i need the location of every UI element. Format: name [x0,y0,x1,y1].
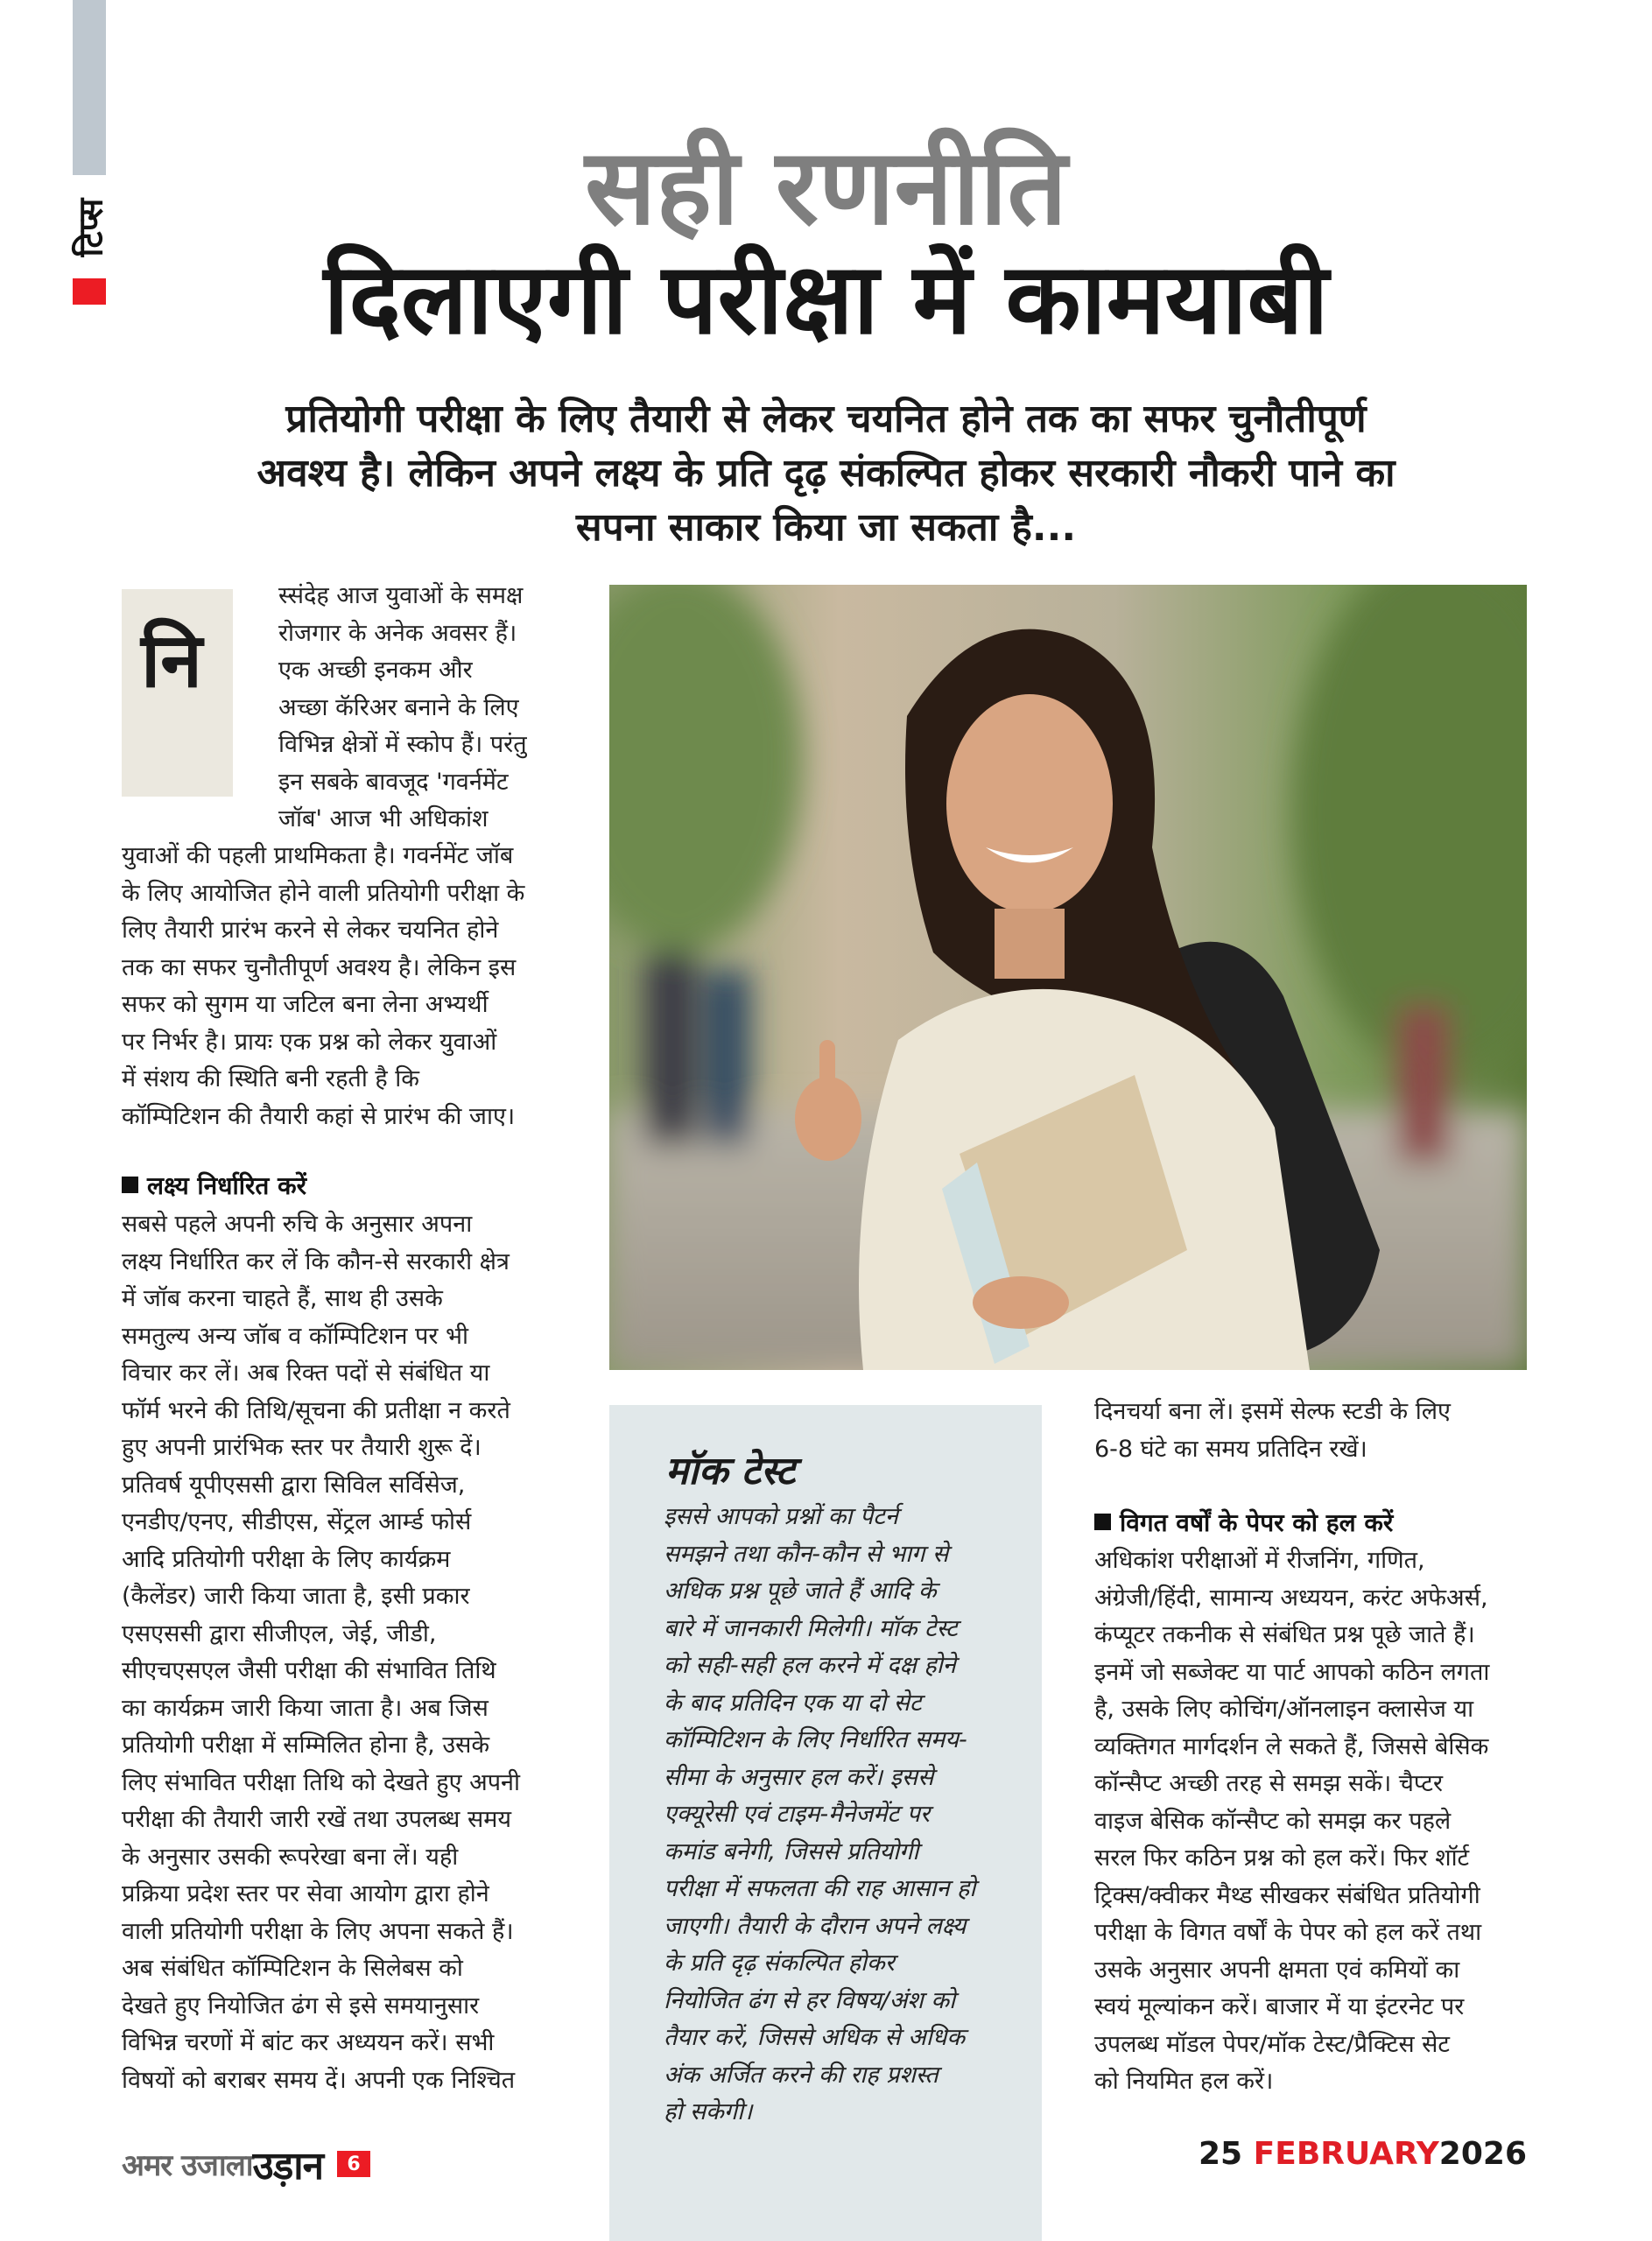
text-line: ट्रिक्स/क्वीकर मैथ्ड सीखकर संबंधित प्रतियोगी [1094,1881,1480,1909]
text-line: इनमें जो सब्जेक्ट या पार्ट आपको कठिन लगता [1094,1658,1490,1686]
text-line: इससे आपको प्रश्नों का पैटर्न [664,1503,898,1530]
text-line: कॉम्पिटिशन के लिए निर्धारित समय- [664,1726,967,1753]
deck-line: सपना साकार किया जा सकता है... [575,505,1077,550]
text-line: विभिन्न चरणों में बांट कर अध्ययन करें। सभी [122,2029,495,2056]
text-line: हो सकेगी। [664,2098,753,2125]
headline-line1: सही रणनीति [585,127,1067,249]
deck-line: प्रतियोगी परीक्षा के लिए तैयारी से लेकर चयनित होने तक का सफर चुनौतीपूर्ण [285,397,1367,441]
issue-date [1199,2136,1527,2172]
text-line: रोजगार के अनेक अवसर हैं। [278,619,517,647]
text-line: देखते हुए नियोजित ढंग से इसे समयानुसार [122,1992,480,2020]
square-bullet-icon [122,1177,138,1193]
deck-line: अवश्य है। लेकिन अपने लक्ष्य के प्रति दृढ़ संकल्पित होकर सरकारी नौकरी पाने का [257,451,1395,495]
publication-logo [122,2138,370,2190]
page-number: 6 [337,2151,370,2177]
text-line: परीक्षा की तैयारी जारी रखें तथा उपलब्ध समय [122,1806,512,1833]
text-line: का कार्यक्रम जारी किया जाता है। अब जिस [122,1694,489,1722]
section-label-text: टिप्स [71,198,109,257]
intro-paragraph [122,838,524,1135]
text-line: विभिन्न क्षेत्रों में स्कोप हैं। परंतु [278,731,527,758]
text-line: प्रक्रिया प्रदेश स्तर पर सेवा आयोग द्वारा होने [122,1880,489,1907]
text-line: एक्यूरेसी एवं टाइम-मैनेजमेंट पर [664,1801,931,1828]
text-line: अधिक प्रश्न पूछे जाते हैं आदि के [664,1577,937,1605]
headline-line2: दिलाएगी परीक्षा में कामयाबी [323,242,1329,356]
text-line: कॉम्पिटिशन की तैयारी कहां से प्रारंभ की जाए। [122,1102,516,1130]
text-line: वाली प्रतियोगी परीक्षा के लिए अपना सकते हैं। [122,1917,514,1945]
logo-udaan: उड़ान [252,2144,324,2188]
text-line: बारे में जानकारी मिलेगी। मॉक टेस्ट [664,1614,958,1642]
text-line: लिए संभावित परीक्षा तिथि को देखते हुए अपनी [122,1768,521,1796]
text-line: के प्रति दृढ़ संकल्पित होकर [664,1949,895,1977]
text-line: लिए तैयारी प्रारंभ करने से लेकर चयनित होने [122,917,499,944]
dropcap: नि [141,616,203,705]
text-line: सीमा के अनुसार हल करें। इससे [664,1763,934,1791]
text-line: को सही-सही हल करने में दक्ष होने [664,1652,956,1679]
text-line: परीक्षा के विगत वर्षों के पेपर को हल करें तथा [1094,1919,1482,1946]
text-line: के बाद प्रतिदिन एक या दो सेट [664,1689,922,1717]
text-line: परीक्षा में सफलता की राह आसान हो [664,1875,976,1902]
heading-text: लक्ष्य निर्धारित करें [147,1171,307,1200]
student-photo-illustration [609,585,1527,1370]
text-line: एनडीए/एनए, सीडीएस, सेंट्रल आर्म्ड फोर्स [122,1508,472,1535]
text-line: जाएगी। तैयारी के दौरान अपने लक्ष्य [664,1912,967,1940]
text-line: कंप्यूटर तकनीक से संबंधित प्रश्न पूछे जाते हैं। [1094,1621,1475,1648]
text-line: व्यक्तिगत मार्गदर्शन ले सकते हैं, जिससे बेसिक [1094,1732,1489,1760]
deck [175,392,1477,555]
photo-student-with-books [609,585,1527,1370]
section-papers-body [1094,1542,1489,2101]
mock-test-body [664,1499,975,2132]
intro-beside-dropcap [278,578,527,839]
heading-text: विगत वर्षों के पेपर को हल करें [1120,1508,1394,1537]
continuation-paragraph [1094,1394,1451,1468]
text-line: सीएचएसएल जैसी परीक्षा की संभावित तिथि [122,1657,496,1684]
text-line: प्रतियोगी परीक्षा में सम्मिलित होना है, उसके [122,1732,490,1759]
text-line: को नियमित हल करें। [1094,2068,1274,2095]
text-line: फॉर्म भरने की तिथि/सूचना की प्रतीक्षा न करते [122,1396,510,1424]
text-line: एक अच्छी इनकम और [278,657,473,684]
text-line: वाइज बेसिक कॉन्सैप्ट को समझ कर पहले [1094,1807,1452,1835]
text-line: उपलब्ध मॉडल पेपर/मॉक टेस्ट/प्रैक्टिस सेट [1094,2030,1451,2058]
mock-test-title: मॉक टेस्ट [665,1449,796,1493]
text-line: उसके अनुसार अपनी क्षमता एवं कमियों का [1094,1956,1460,1984]
text-line: सफर को सुगम या जटिल बना लेना अभ्यर्थी [122,991,489,1018]
text-line: अंग्रेजी/हिंदी, सामान्य अध्ययन, करंट अफेअर्स, [1094,1584,1488,1612]
date-year: 2026 [1438,2136,1527,2172]
text-line: में संशय की स्थिति बनी रहती है कि [122,1065,420,1092]
text-line: जॉब' आज भी अधिकांश [278,805,489,832]
text-line: पर निर्भर है। प्रायः एक प्रश्न को लेकर युवाओं [122,1028,497,1056]
section-heading-goal [122,1168,306,1205]
section-goal-body [122,1206,520,2099]
text-line: सबसे पहले अपनी रुचि के अनुसार अपना [122,1211,473,1238]
text-line: विषयों को बराबर समय दें। अपनी एक निश्चित [122,2066,516,2094]
text-line: दिनचर्या बना लें। इसमें सेल्फ स्टडी के लिए [1094,1398,1451,1425]
text-line: तैयार करें, जिससे अधिक से अधिक [664,2024,966,2051]
text-line: स्संदेह आज युवाओं के समक्ष [278,582,524,609]
text-line: (कैलेंडर) जारी किया जाता है, इसी प्रकार [122,1583,470,1610]
dropcap-box [122,589,233,797]
text-line: के लिए आयोजित होने वाली प्रतियोगी परीक्षा के [122,879,525,907]
text-line: हुए अपनी प्रारंभिक स्तर पर तैयारी शुरू दें। [122,1434,482,1461]
date-day: 25 [1198,2136,1243,2172]
text-line: युवाओं की पहली प्राथमिकता है। गवर्नमेंट जॉब [122,842,514,869]
text-line: लक्ष्य निर्धारित कर लें कि कौन-से सरकारी क्षेत्र [122,1247,510,1275]
text-line: कमांड बनेगी, जिससे प्रतियोगी [664,1837,919,1865]
date-month: FEBRUARY [1253,2136,1439,2172]
text-line: समझने तथा कौन-कौन से भाग से [664,1540,949,1568]
text-line: स्वयं मूल्यांकन करें। बाजार में या इंटरनेट पर [1094,1993,1465,2020]
text-line: 6-8 घंटे का समय प्रतिदिन रखें। [1094,1435,1367,1463]
square-bullet-icon [1094,1514,1111,1530]
text-line: कॉन्सैप्ट अच्छी तरह से समझ सकें। चैप्टर [1094,1770,1444,1797]
text-line: इन सबके बावजूद 'गवर्नमेंट [278,768,509,796]
logo-amar-ujala: अमर उजाला [122,2148,253,2183]
text-line: तक का सफर चुनौतीपूर्ण अवश्य है। लेकिन इस [122,953,517,981]
text-line: नियोजित ढंग से हर विषय/अंश को [664,1986,956,2014]
text-line: आदि प्रतियोगी परीक्षा के लिए कार्यक्रम [122,1545,451,1573]
text-line: अब संबंधित कॉम्पिटिशन के सिलेबस को [122,1955,463,1982]
text-line: में जॉब करना चाहते हैं, साथ ही उसके [122,1285,443,1312]
text-line: अंक अर्जित करने की राह प्रशस्त [664,2061,938,2089]
text-line: प्रतिवर्ष यूपीएससी द्वारा सिविल सर्विसेज, [122,1471,466,1499]
text-line: समतुल्य अन्य जॉब व कॉम्पिटिशन पर भी [122,1322,468,1350]
text-line: के अनुसार उसकी रूपरेखा बना लें। यही [122,1843,459,1871]
text-line: विचार कर लें। अब रिक्त पदों से संबंधित या [122,1359,490,1387]
text-line: अधिकांश परीक्षाओं में रीजनिंग, गणित, [1094,1547,1425,1574]
text-line: है, उसके लिए कोचिंग/ऑनलाइन क्लासेज या [1094,1696,1474,1723]
section-heading-papers [1094,1505,1393,1542]
text-line: एसएससी द्वारा सीजीएल, जेई, जीडी, [122,1619,437,1647]
text-line: सरल फिर कठिन प्रश्न को हल करें। फिर शॉर्ट [1094,1844,1470,1872]
text-line: अच्छा कॅरिअर बनाने के लिए [278,693,519,721]
